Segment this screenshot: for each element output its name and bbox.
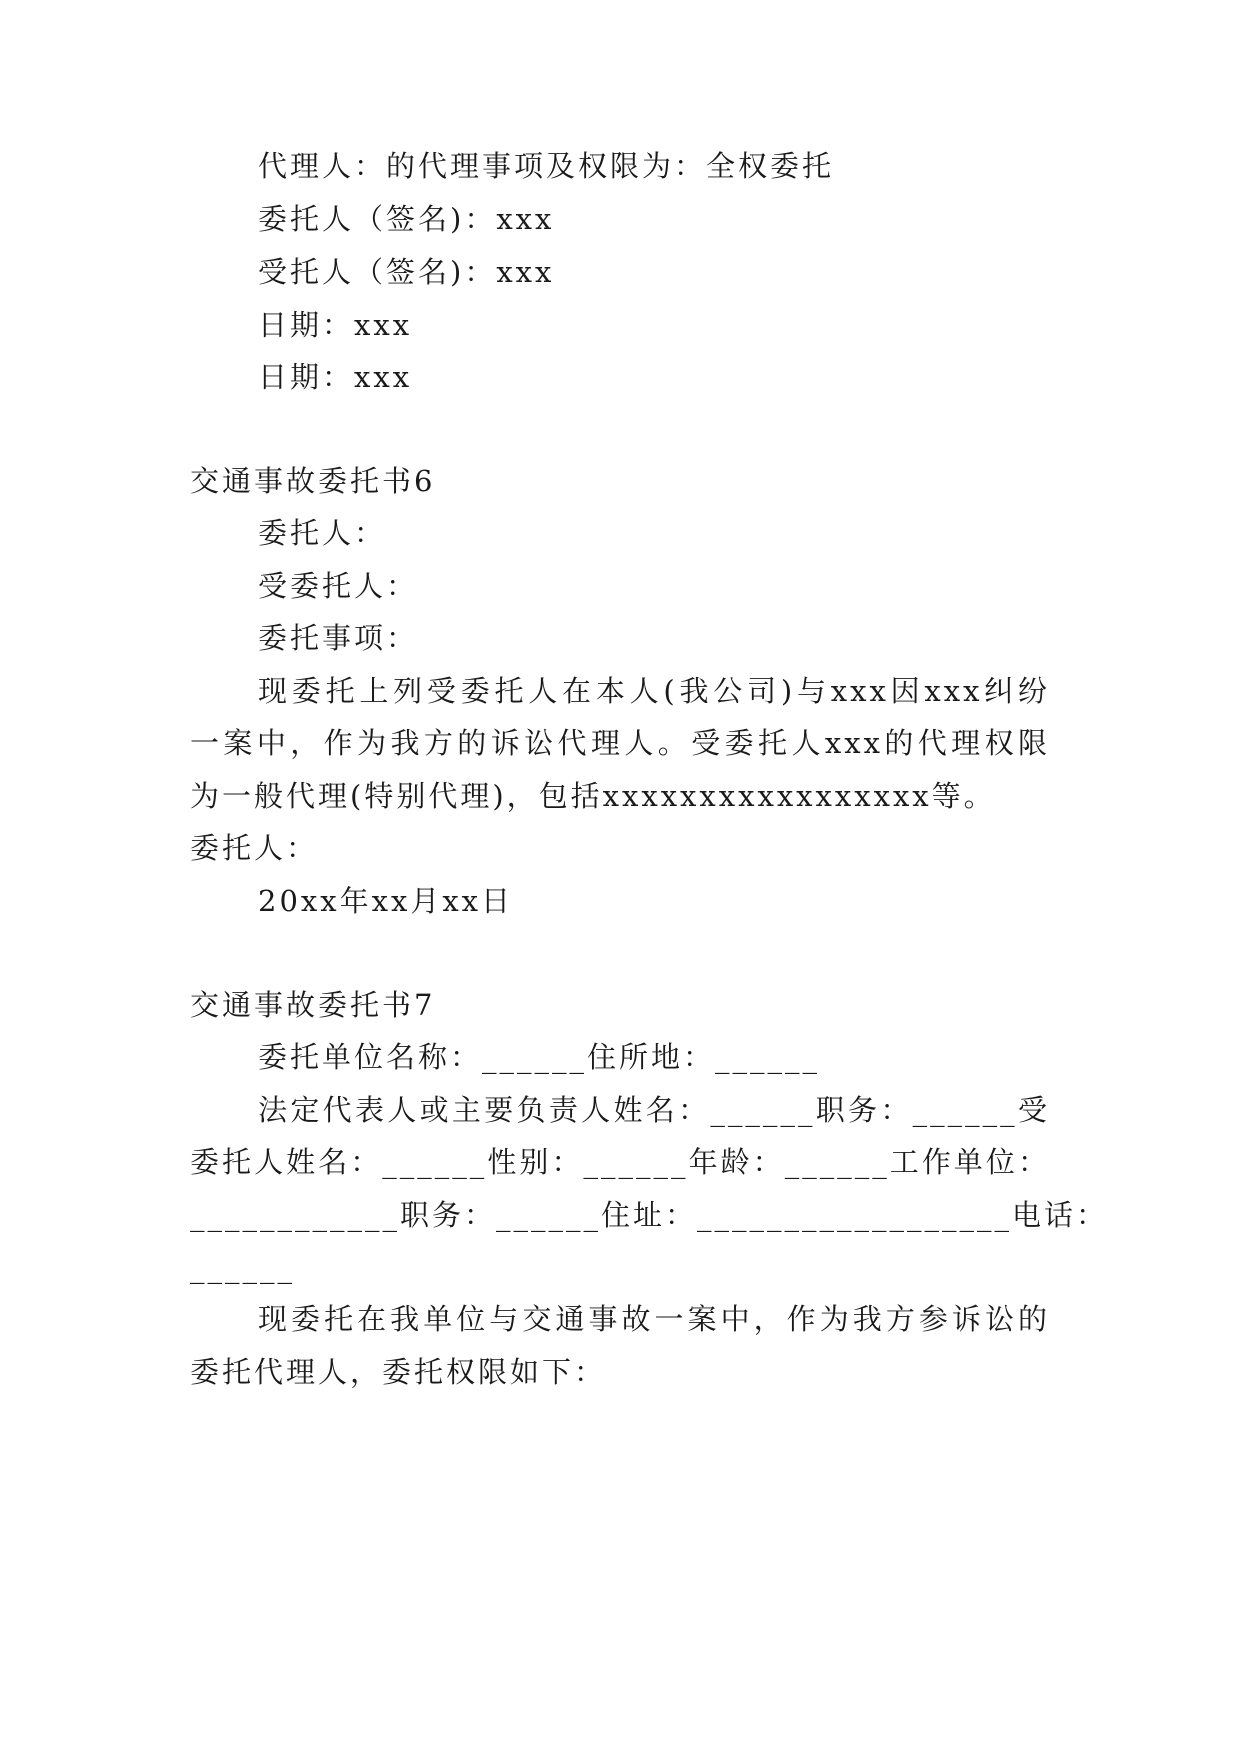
date-line-2: 日期：xxx bbox=[258, 360, 413, 394]
agent-authority-line: 代理人：的代理事项及权限为：全权委托 bbox=[258, 149, 835, 183]
section-7-line-5: ______ bbox=[190, 1250, 295, 1284]
section-7-line-1: 委托单位名称：______住所地：______ bbox=[258, 1040, 821, 1074]
client-field: 委托人： bbox=[258, 516, 387, 550]
trustee-signature-line: 受托人（签名)：xxx bbox=[258, 255, 555, 289]
date-line-1: 日期：xxx bbox=[258, 308, 413, 342]
section-7-paragraph-line-2: 委托代理人，委托权限如下： bbox=[190, 1355, 607, 1389]
section-6-signature: 委托人： bbox=[190, 831, 319, 865]
section-7-heading: 交通事故委托书7 bbox=[190, 988, 436, 1022]
section-7-line-2: 法定代表人或主要负责人姓名：______职务：______受 bbox=[258, 1093, 1050, 1127]
matters-field: 委托事项： bbox=[258, 621, 419, 655]
section-7-line-3: 委托人姓名：______性别：______年龄：______工作单位： bbox=[190, 1145, 1050, 1179]
section-6-date: 20xx年xx月xx日 bbox=[258, 884, 514, 918]
section-6-paragraph-line-1: 现委托上列受委托人在本人(我公司)与xxx因xxx纠纷 bbox=[258, 674, 1050, 708]
agent-field: 受委托人： bbox=[258, 569, 419, 603]
section-6-paragraph-line-2: 一案中，作为我方的诉讼代理人。受委托人xxx的代理权限 bbox=[190, 726, 1050, 760]
section-7-line-4: ____________职务：______住址：__________________电话： bbox=[190, 1198, 1109, 1232]
section-7-paragraph-line-1: 现委托在我单位与交通事故一案中，作为我方参诉讼的 bbox=[258, 1302, 1050, 1336]
section-6-heading: 交通事故委托书6 bbox=[190, 464, 436, 498]
client-signature-line: 委托人（签名)：xxx bbox=[258, 202, 555, 236]
section-6-paragraph-line-3: 为一般代理(特别代理)，包括xxxxxxxxxxxxxxxxx等。 bbox=[190, 779, 996, 813]
